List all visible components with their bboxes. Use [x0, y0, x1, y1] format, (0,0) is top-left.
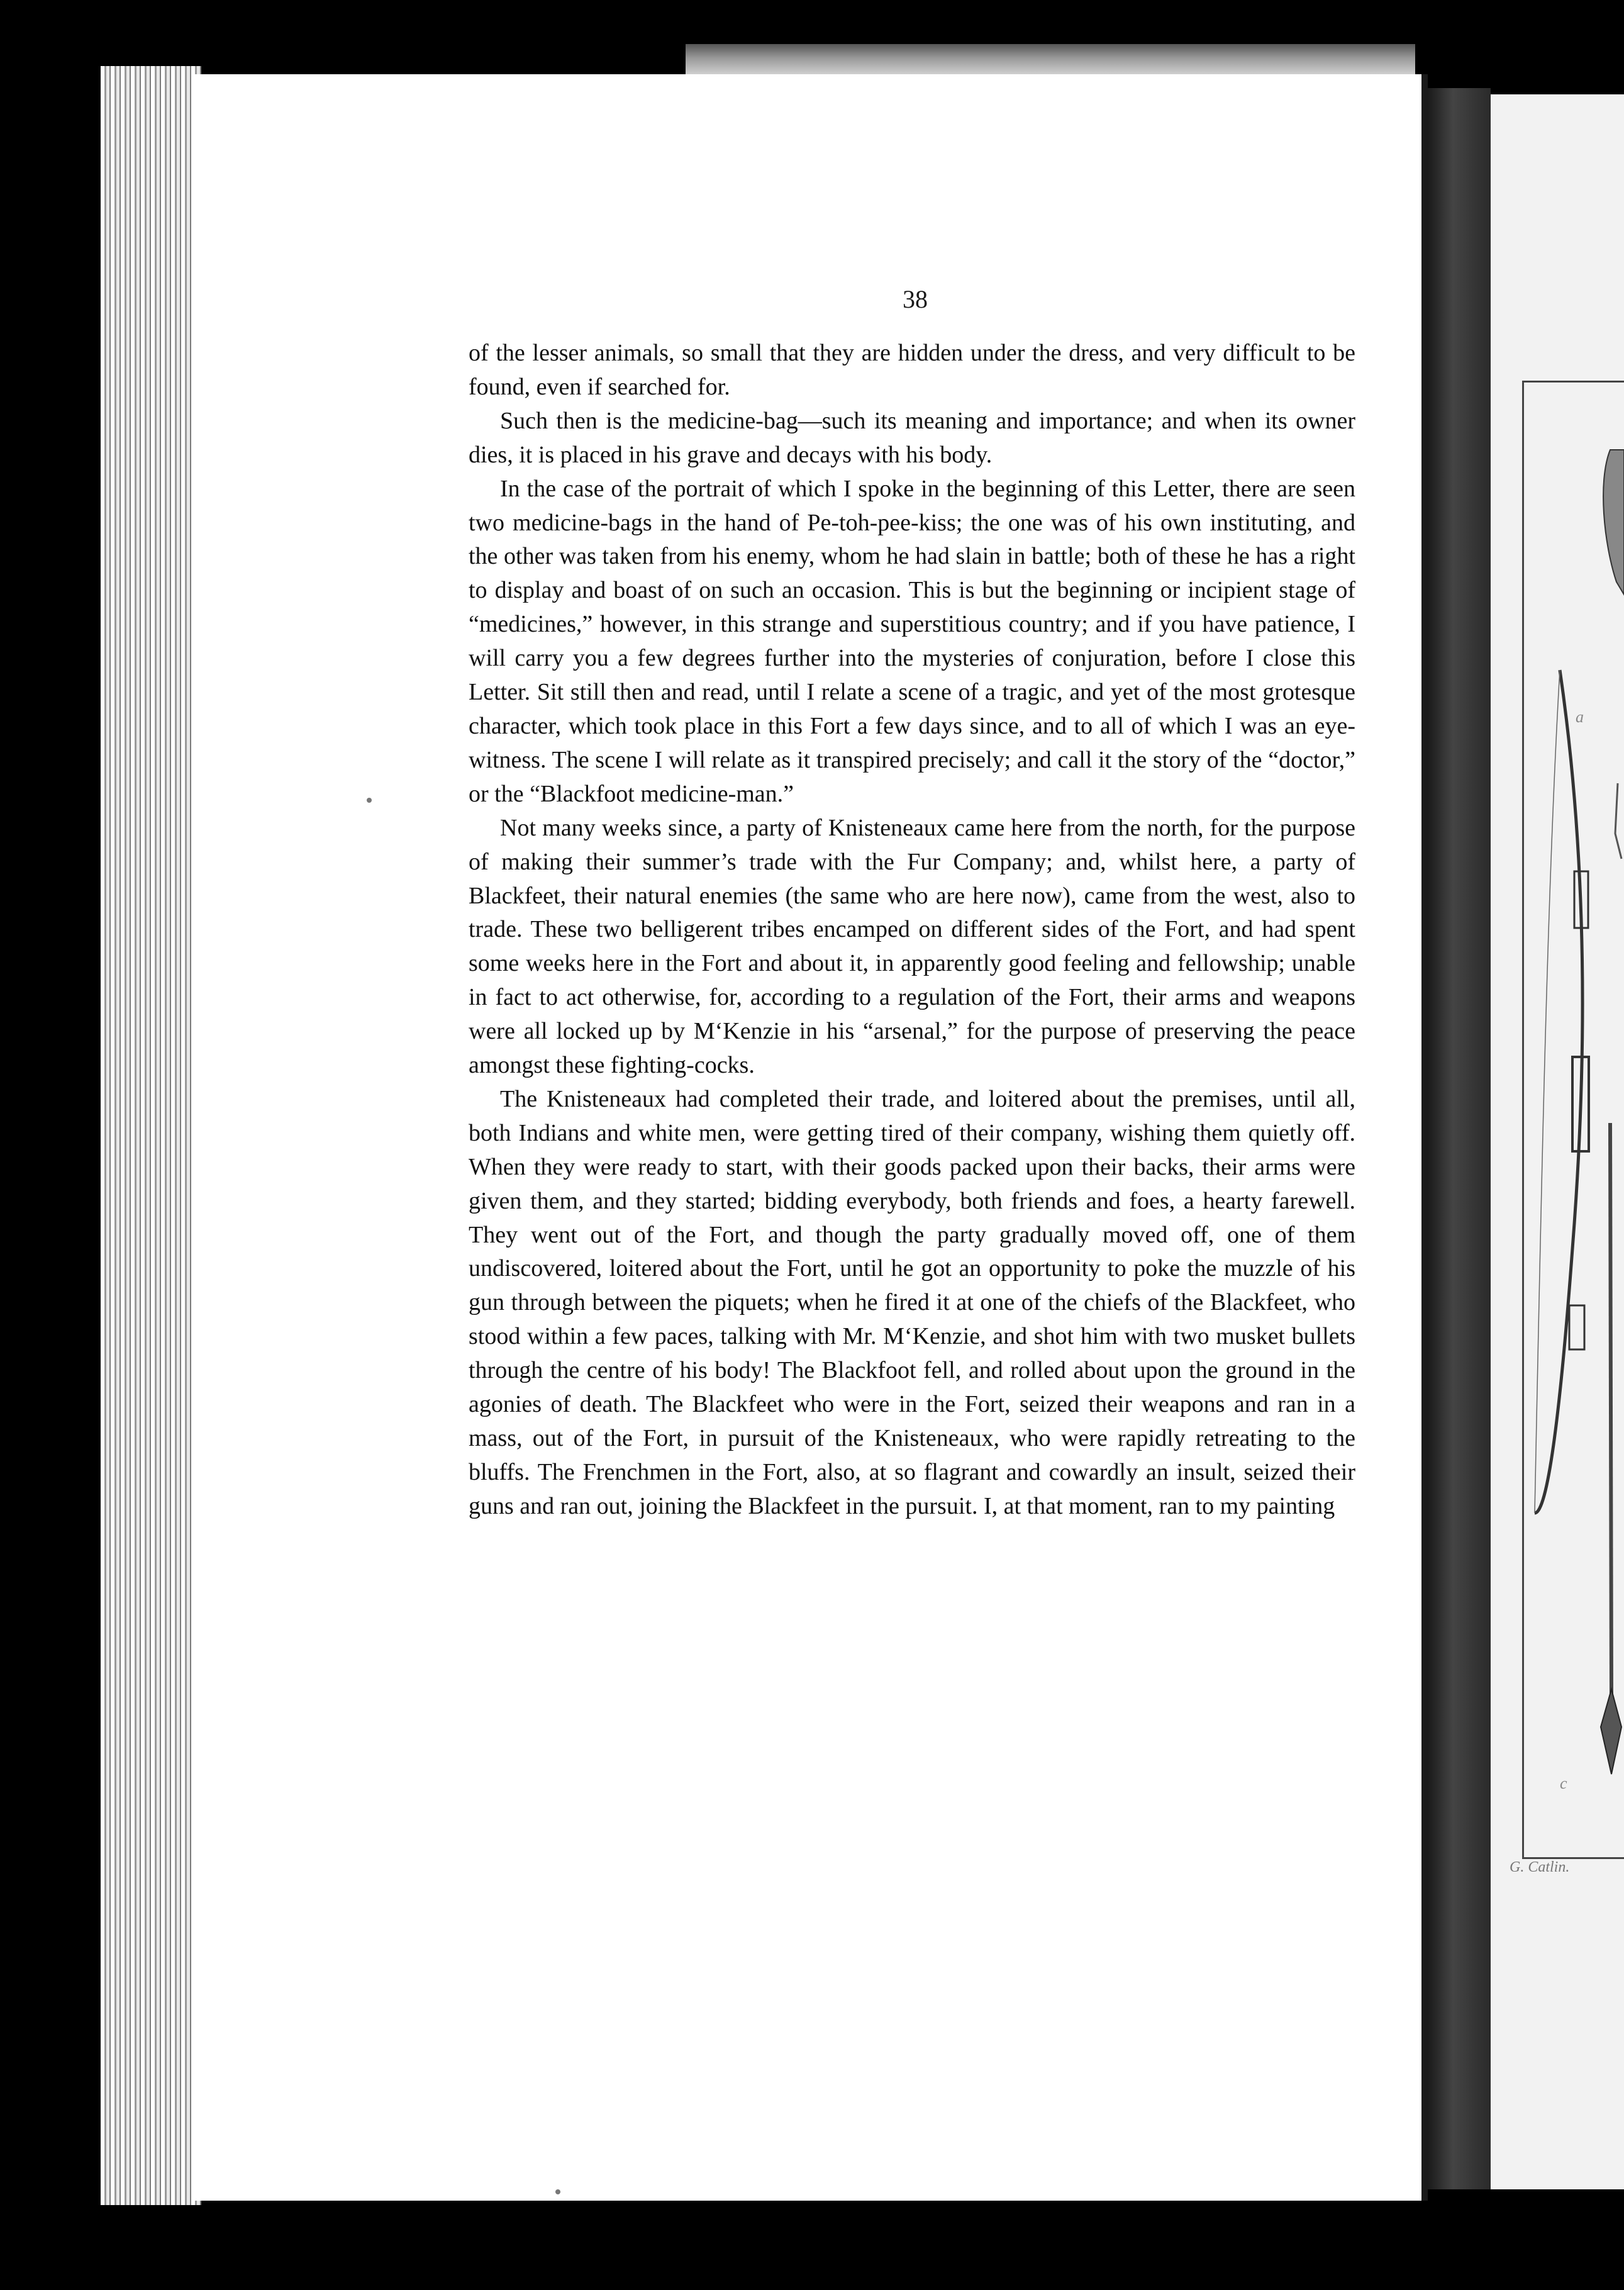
paragraph: In the case of the portrait of which I spoke in the beginning of this Letter, there are seen two medicine-bags in the hand of Pe-toh-pee-kiss; the one was of his own instituting, and the other was taken from his enemy, whom he had slain in battle; both of these he has a right to display and boast of on such an occasion. This is but the beginning or incipient stage of “medicines,” however, in this strange and superstitious country; and if you have patience, I will carry you a few degrees further into the mysteries of conjuration, before I close this Letter. Sit still then and read, until I relate a scene of a tragic, and yet of the most grotesque character, which took place in this Fort a few days since, and to all of which I was an eye-witness. The scene I will relate as it transpired precisely; and call it the story of the “doctor,” or the “Blackfoot medicine-man.”	[469, 475, 1355, 807]
plate-label-a: a	[1576, 708, 1584, 726]
arrow-shaft	[1610, 1123, 1611, 1695]
bow-stave	[1535, 670, 1582, 1513]
paragraph: Not many weeks since, a party of Knisteneaux came here from the north, for the purpose of making their summer’s trade with the Fur Company; and, whilst here, a party of Blackfeet, their natural enemies (the same who are here now), came from the west, also to trade. These two belligerent tribes encamped on different sides of the Fort, and had spent some weeks here in the Fort and about it, in apparently good feeling and fellowship; unable in fact to act otherwise, for, according to a regulation of the Fort, their arms and weapons were all locked up by M‘Kenzie in his “arsenal,” for the purpose of preserving the peace amongst these fighting-cocks.	[469, 814, 1355, 1079]
paragraph: Such then is the medicine-bag—such its meaning and importance; and when its owner dies, it is placed in his grave and decays with his body.	[469, 407, 1355, 468]
stone-artifact	[1603, 450, 1624, 595]
gutter-shadow	[1428, 88, 1491, 2189]
page-block-edges	[101, 66, 201, 2205]
plate-signature: G. Catlin.	[1510, 1859, 1570, 1875]
stray-mark	[367, 798, 372, 803]
paragraph-continued: of the lesser animals, so small that they are hidden under the dress, and very difficult to be found, even if searched for.	[469, 340, 1355, 400]
bow-string	[1535, 670, 1560, 1513]
hanging-ornament	[1615, 783, 1621, 859]
arrow-head	[1601, 1689, 1621, 1774]
page-number: 38	[903, 285, 928, 313]
body-text	[469, 337, 1355, 1524]
top-page-edge	[686, 44, 1415, 79]
plate-label-c: c	[1560, 1774, 1567, 1792]
stray-mark	[555, 2189, 560, 2194]
paragraph: The Knisteneaux had completed their trade, and loitered about the premises, until all, both Indians and white men, were getting tired of their company, wishing them quietly off. When they were ready to start, with their goods packed upon their backs, their arms were given them, and they started; bidding everybody, both friends and foes, a hearty farewell. They went out of the Fort, and though the party gradually moved off, one of them undiscovered, loitered about the Fort, until he got an opportunity to poke the muzzle of his gun through between the piquets; when he fired it at one of the chiefs of the Blackfeet, who stood within a few paces, talking with Mr. M‘Kenzie, and shot him with two musket bullets through the centre of his body! The Blackfoot fell, and rolled about upon the ground in the agonies of death. The Blackfeet who were in the Fort, seized their weapons and ran in a mass, out of the Fort, in pursuit of the Knisteneaux, who were rapidly retreating to the bluffs. The Frenchmen in the Fort, also, at so flagrant and cowardly an insult, seized their guns and ran out, joining the Blackfeet in the pursuit. I, at that moment, ran to my painting	[469, 1085, 1355, 1519]
bow-and-arrow-illustration	[1522, 381, 1624, 1859]
bow-wrap-lower	[1569, 1305, 1584, 1349]
